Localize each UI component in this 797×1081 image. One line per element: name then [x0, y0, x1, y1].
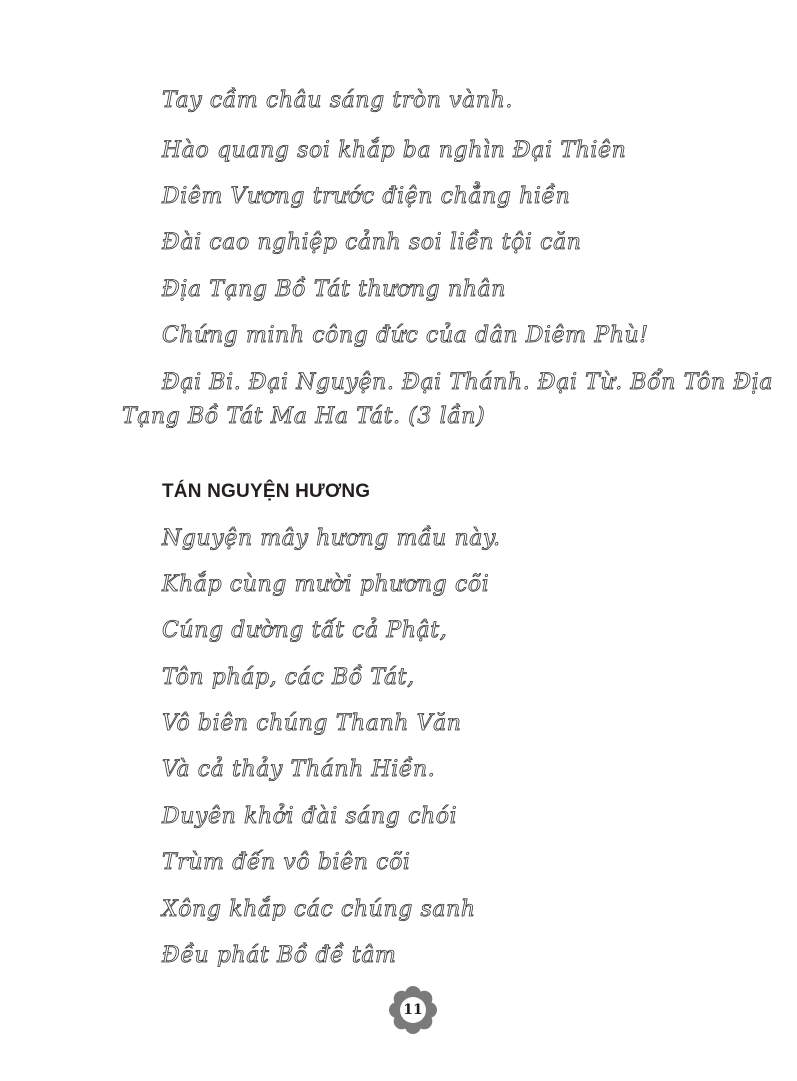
verse-line: Hào quang soi khắp ba nghìn Đại Thiên	[162, 138, 627, 163]
page-number: 11	[403, 1002, 423, 1018]
section-title: TÁN NGUYỆN HƯƠNG	[162, 481, 371, 502]
verse-line: Cúng dường tất cả Phật,	[162, 618, 448, 643]
verse-line: Đài cao nghiệp cảnh soi liền tội căn	[162, 230, 582, 255]
page-number-badge	[388, 985, 438, 1035]
verse-line: Tay cầm châu sáng tròn vành.	[162, 88, 514, 113]
verse-line: Và cả thảy Thánh Hiền.	[162, 757, 436, 782]
invocation-line-1: Đại Bi. Đại Nguyện. Đại Thánh. Đại Từ. Bổn Tôn Địa	[162, 370, 774, 395]
verse-line: Địa Tạng Bồ Tát thương nhân	[162, 277, 506, 302]
verse-line: Tôn pháp, các Bồ Tát,	[162, 665, 415, 690]
invocation-line-2: Tạng Bồ Tát Ma Ha Tát. (3 lần)	[122, 404, 486, 429]
verse-line: Trùm đến vô biên cõi	[162, 850, 411, 875]
verse-line: Chứng minh công đức của dân Diêm Phù!	[162, 323, 649, 348]
verse-line: Xông khắp các chúng sanh	[162, 897, 476, 922]
verse-line: Nguyện mây hương mầu này.	[162, 526, 501, 551]
verse-line: Diêm Vương trước điện chẳng hiền	[162, 184, 571, 209]
verse-line: Vô biên chúng Thanh Văn	[162, 711, 462, 736]
verse-line: Khắp cùng mười phương cõi	[162, 572, 490, 597]
verse-line: Đều phát Bồ đề tâm	[162, 943, 397, 968]
verse-line: Duyên khởi đài sáng chói	[162, 804, 458, 829]
